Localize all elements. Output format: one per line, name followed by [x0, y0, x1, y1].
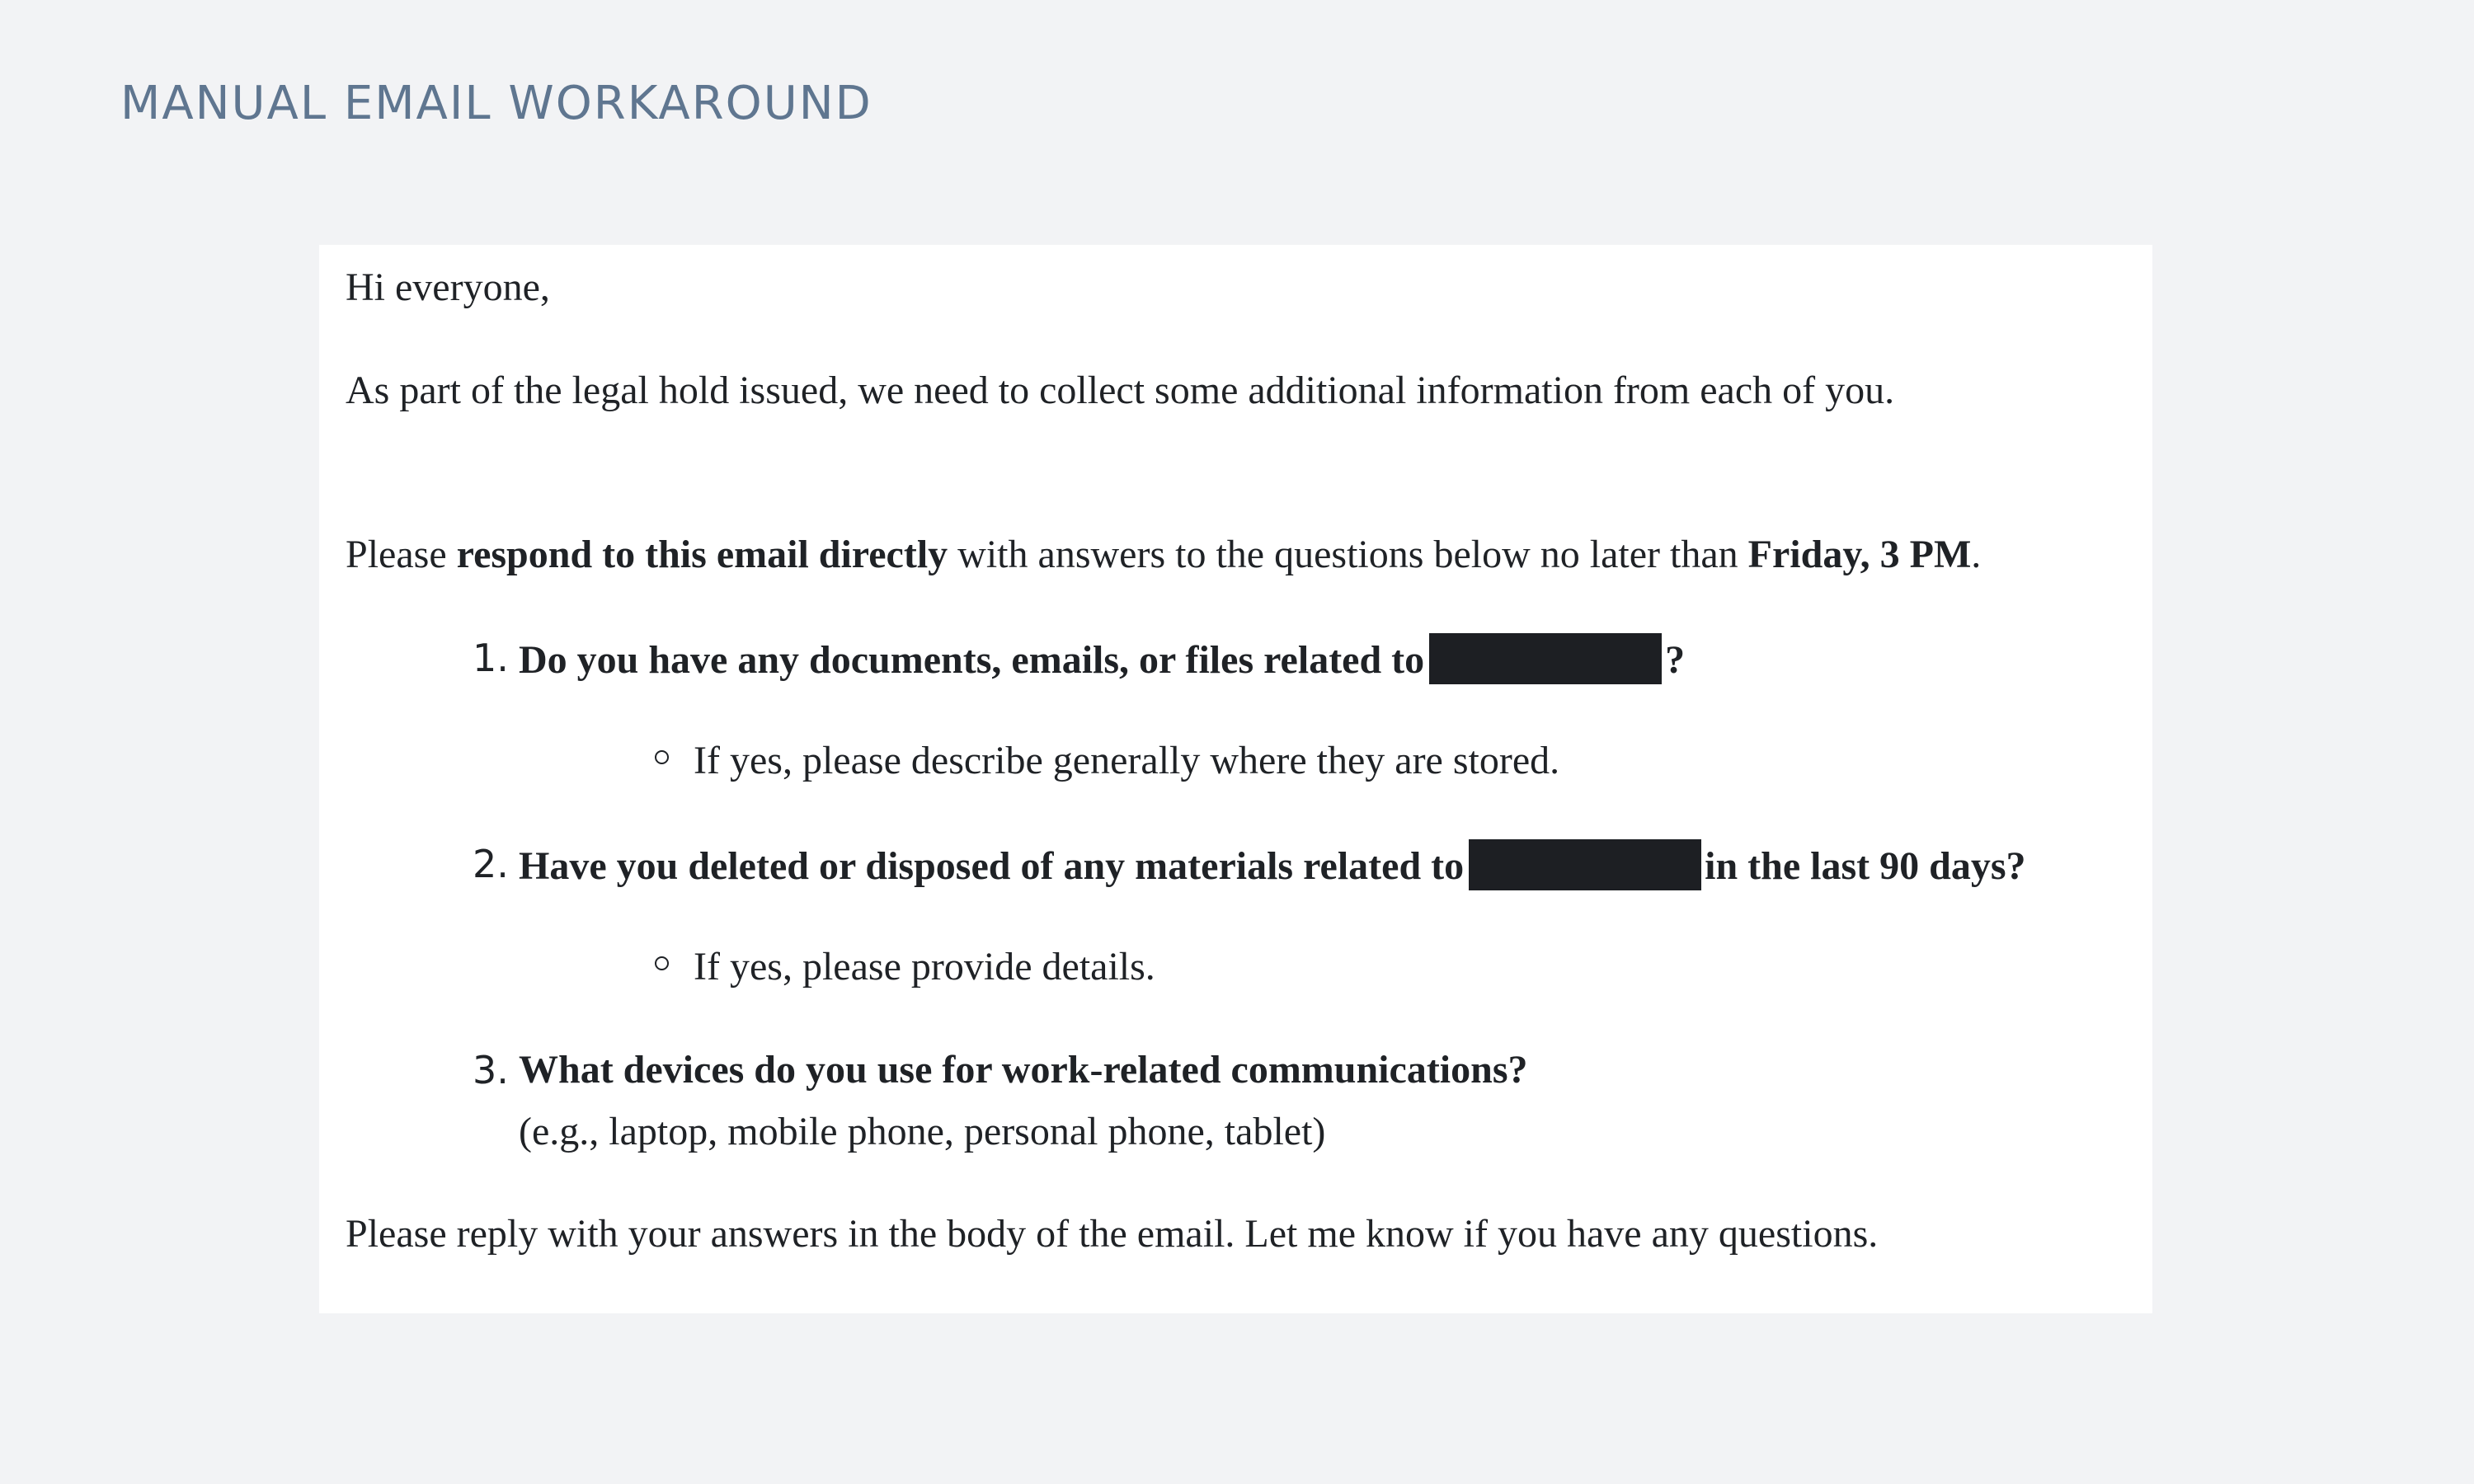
email-closing: Please reply with your answers in the body of the email. Let me know if you have any questions.	[346, 1212, 1879, 1256]
question-3-text: What devices do you use for work-related communications?	[519, 1048, 1528, 1092]
question-2-sub: If yes, please provide details.	[694, 945, 1155, 989]
question-1-number: 1.	[473, 636, 509, 680]
instruction-middle: with answers to the questions below no later than	[948, 533, 1748, 576]
question-1-text-after: ?	[1665, 638, 1686, 682]
circle-bullet-icon	[655, 956, 669, 970]
redaction-block	[1429, 633, 1662, 684]
email-greeting: Hi everyone,	[346, 265, 550, 309]
instruction-prefix: Please	[346, 533, 457, 576]
instruction-deadline: Friday, 3 PM	[1747, 533, 1972, 576]
question-3-example: (e.g., laptop, mobile phone, personal phone, tablet)	[519, 1110, 1326, 1153]
email-body-card	[319, 245, 2152, 1313]
circle-bullet-icon	[655, 750, 669, 764]
email-intro: As part of the legal hold issued, we need to collect some additional information from each of you.	[346, 369, 1895, 412]
question-1-text-before: Do you have any documents, emails, or files related to	[519, 638, 1425, 682]
question-1-text	[519, 633, 1685, 685]
instruction-suffix: .	[1971, 533, 1982, 576]
question-2-text-after: in the last 90 days?	[1705, 844, 2026, 888]
page-title: MANUAL EMAIL WORKAROUND	[120, 77, 872, 130]
question-2-text-before: Have you deleted or disposed of any materials related to	[519, 844, 1465, 888]
question-1-sub: If yes, please describe generally where they are stored.	[694, 739, 1560, 782]
email-instruction	[346, 530, 1981, 580]
instruction-bold-action: respond to this email directly	[456, 533, 948, 576]
question-2-number: 2.	[473, 842, 509, 886]
redaction-block	[1469, 839, 1701, 890]
question-3-number: 3.	[473, 1048, 509, 1092]
question-2-text	[519, 839, 2026, 891]
